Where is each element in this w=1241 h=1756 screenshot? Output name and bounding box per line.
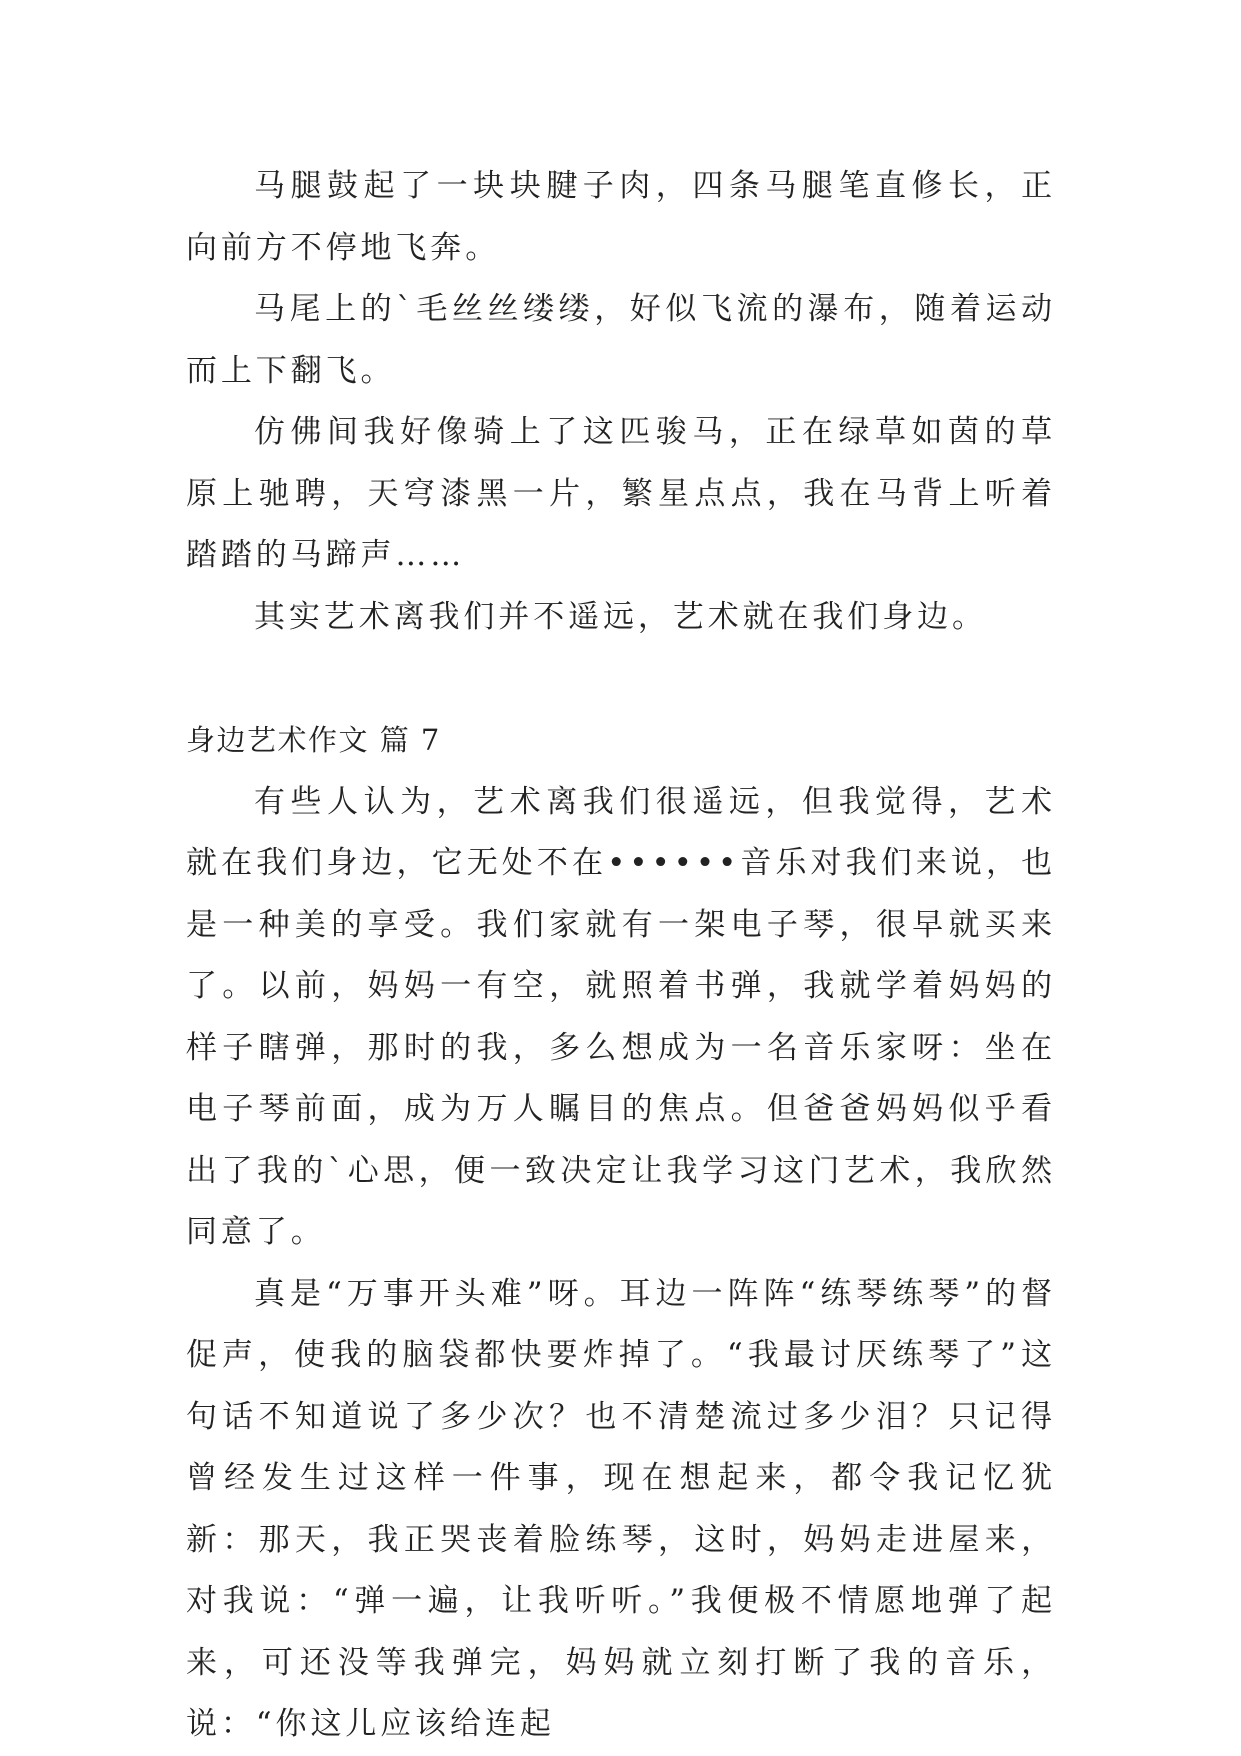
paragraph-art-around-us: 有些人认为，艺术离我们很遥远，但我觉得，艺术就在我们身边，它无处不在••••••音乐对我们来说，也是一种美的享受。我们家就有一架电子琴，很早就买来了。以前，妈妈一有空，就照着书弹，我就学着妈妈的样子瞎弹，那时的我，多么想成为一名音乐家呀：坐在电子琴前面，成为万人瞩目的焦点。但爸爸妈妈似乎看出了我的`心思，便一致决定让我学习这门艺术，我欣然同意了。 (186, 783, 1056, 1250)
paragraph-practice-difficulty: 真是“万事开头难”呀。耳边一阵阵“练琴练琴”的督促声，使我的脑袋都快要炸掉了。“我最讨厌练琴了”这句话不知道说了多少次？也不清楚流过多少泪？只记得曾经发生过这样一件事，现在想起来，都令我记忆犹新：那天，我正哭丧着脸练琴，这时，妈妈走进屋来，对我说：“弹一遍，让我听听。”我便极不情愿地弹了起来，可还没等我弹完，妈妈就立刻打断了我的音乐，说：“你这儿应该给连起 (186, 1275, 1056, 1742)
paragraph-art-conclusion: 其实艺术离我们并不遥远，艺术就在我们身边。 (254, 598, 987, 635)
paragraph-horse-tail: 马尾上的`毛丝丝缕缕，好似飞流的瀑布，随着运动而上下翻飞。 (186, 291, 1056, 389)
paragraph-riding-imagination: 仿佛间我好像骑上了这匹骏马，正在绿草如茵的草原上驰聘，天穹漆黑一片，繁星点点，我在马背上听着踏踏的马蹄声…… (186, 414, 1056, 573)
section-heading: 身边艺术作文 篇 7 (186, 723, 441, 757)
section-gap (186, 648, 1056, 710)
document-body (186, 156, 1056, 1756)
paragraph-horse-legs: 马腿鼓起了一块块腱子肉，四条马腿笔直修长，正向前方不停地飞奔。 (186, 168, 1056, 266)
